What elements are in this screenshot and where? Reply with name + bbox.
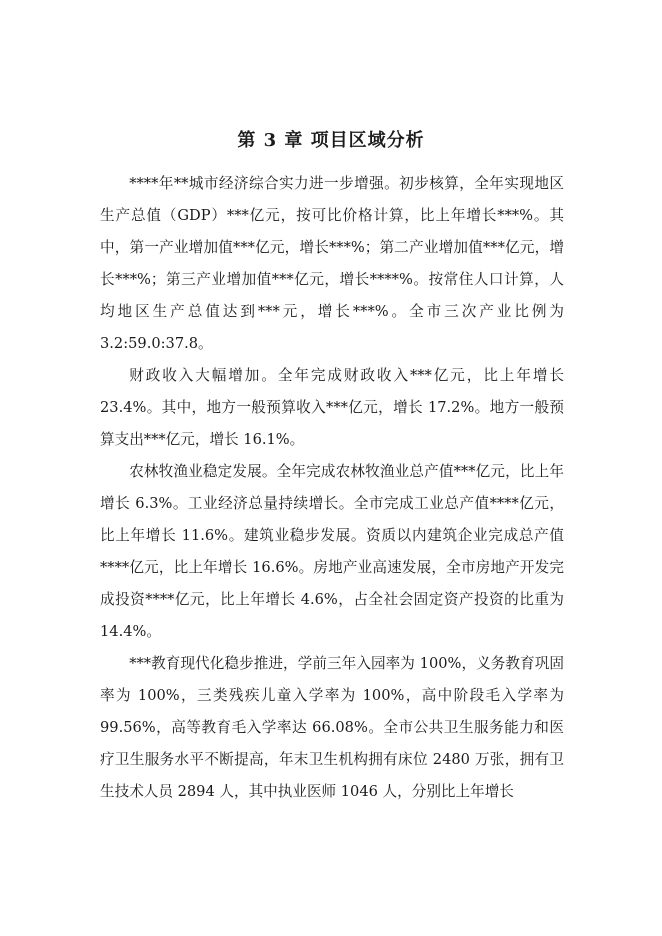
paragraph-finance: 财政收入大幅增加。全年完成财政收入***亿元，比上年增长 23.4%。其中，地方一般预算收入***亿元，增长 17.2%。地方一般预算支出***亿元，增长 16.1%。 (100, 367, 564, 448)
paragraph-education-health: ***教育现代化稳步推进，学前三年入园率为 100%，义务教育巩固率为 100%，三类残疾儿童入学率为 100%，高中阶段毛入学率为 99.56%，高等教育毛入学率达 66.08%。全市公共卫生服务能力和医疗卫生服务水平不断提高，年末卫生机构拥有床位 2480 万张，拥有卫生技术人员 2894 人，其中执业医师 1046 人，分别比上年增长 (100, 655, 564, 800)
paragraph-industry: 农林牧渔业稳定发展。全年完成农林牧渔业总产值***亿元，比上年增长 6.3%。工业经济总量持续增长。全市完成工业总产值****亿元，比上年增长 11.6%。建筑业稳步发展。资质以内建筑企业完成总产值****亿元，比上年增长 16.6%。房地产业高速发展，全市房地产开发完成投资****亿元，比上年增长 4.6%，占全社会固定资产投资的比重为 14.4%。 (100, 463, 564, 640)
paragraph-economy: ****年**城市经济综合实力进一步增强。初步核算，全年实现地区生产总值（GDP）***亿元，按可比价格计算，比上年增长***%。其中，第一产业增加值***亿元，增长***%；第二产业增加值***亿元，增长***%；第三产业增加值***亿元，增长****%。按常住人口计算，人均地区生产总值达到***元，增长***%。全市三次产业比例为 3.2:59.0:37.8。 (100, 175, 564, 352)
chapter-title: 第 3 章 项目区域分析 (237, 130, 425, 151)
document-body (100, 168, 564, 808)
